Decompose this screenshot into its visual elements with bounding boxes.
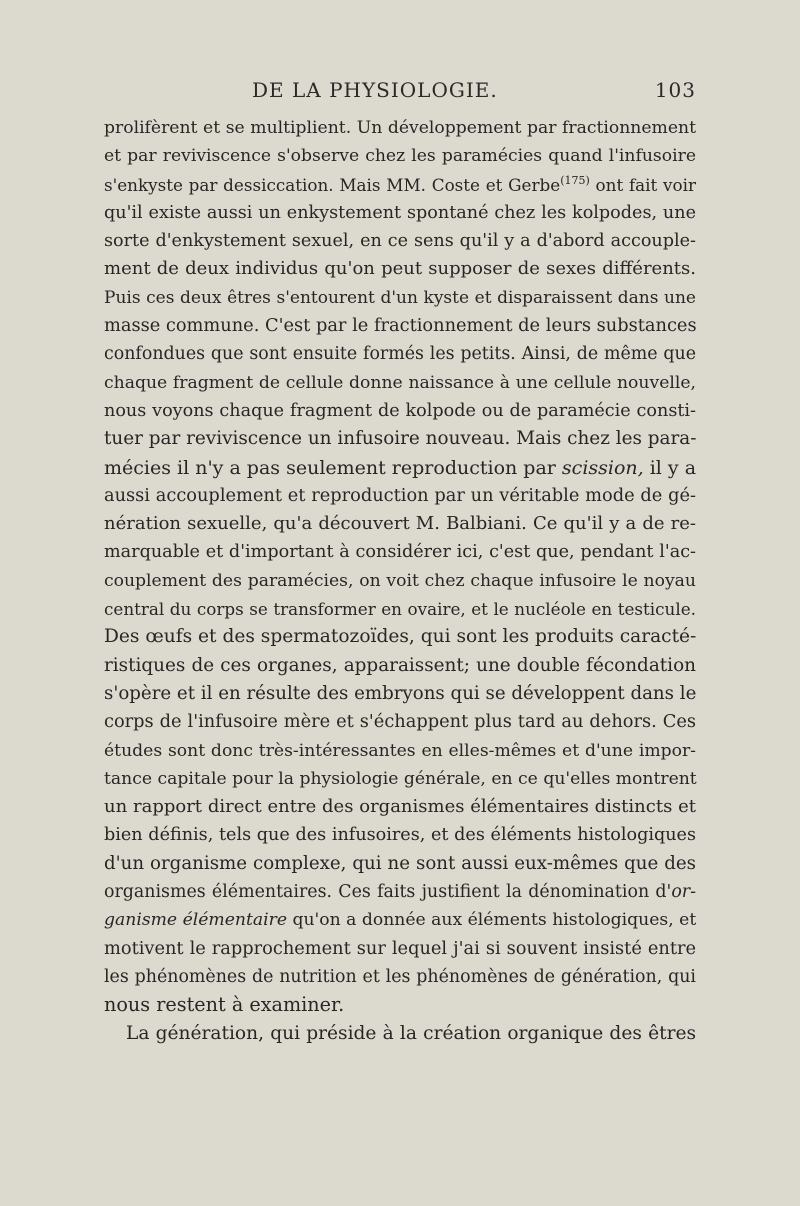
text-line (104, 878, 696, 906)
text-line (104, 906, 696, 934)
italic-term: ganisme élémentaire (104, 910, 287, 931)
text-line: prolifèrent et se multiplient. Un développement par fractionnement (104, 118, 696, 138)
text-line: sorte d'enkystement sexuel, en ce sens qu'il y a d'abord accouple- (104, 231, 696, 252)
text-line: tance capitale pour la physiologie générale, en ce qu'elles montrent (104, 768, 697, 789)
text-line: central du corps se transformer en ovaire, et le nucléole en testicule. (104, 599, 696, 620)
paragraph-first-line: La génération, qui préside à la création organique des êtres (126, 1022, 696, 1044)
page-number: 103 (654, 78, 696, 102)
italic-term: scission, (561, 456, 644, 479)
text-line: et par reviviscence s'observe chez les paramécies quand l'infusoire (104, 146, 696, 167)
text-line: marquable et d'important à considérer ici, c'est que, pendant l'ac- (104, 542, 696, 563)
text-line: couplement des paramécies, on voit chez chaque infusoire le noyau (104, 570, 696, 591)
text-line: confondues que sont ensuite formés les petits. Ainsi, de même que (104, 344, 696, 365)
text-line: les phénomènes de nutrition et les phénomènes de génération, qui (104, 966, 696, 987)
text-line: Des œufs et des spermatozoïdes, qui sont les produits caracté- (104, 626, 697, 648)
text-line: bien définis, tels que des infusoires, et des éléments histologiques (104, 825, 696, 846)
text-line: tuer par reviviscence un infusoire nouveau. Mais chez les para- (104, 428, 697, 450)
footnote-reference: (175) (560, 173, 590, 187)
text-line: s'opère et il en résulte des embryons qui se développent dans le (104, 682, 697, 704)
text-line (104, 454, 696, 482)
text-segment: s'enkyste par dessiccation. Mais MM. Coste et Gerbe (104, 174, 561, 195)
text-line: nous restent à examiner. (104, 993, 345, 1017)
text-line: un rapport direct entre des organismes élémentaires distincts et (104, 796, 696, 818)
text-line: ristiques de ces organes, apparaissent; une double fécondation (104, 654, 696, 676)
text-line: études sont donc très-intéressantes en elles-mêmes et d'une impor- (104, 740, 696, 761)
body-text (104, 114, 696, 1048)
text-segment: ont fait voir (589, 174, 696, 195)
text-line: Puis ces deux êtres s'entourent d'un kyste et disparaissent dans une (104, 287, 696, 308)
text-line (104, 171, 696, 199)
text-line: aussi accouplement et reproduction par un véritable mode de gé- (104, 484, 696, 506)
running-title: DE LA PHYSIOLOGIE. (252, 78, 498, 102)
text-line: corps de l'infusoire mère et s'échappent plus tard au dehors. Ces (104, 711, 696, 733)
italic-term: or- (671, 882, 696, 903)
text-line: qu'il existe aussi un enkystement spontané chez les kolpodes, une (104, 202, 696, 223)
text-segment: qu'on a donnée aux éléments histologiques, et (292, 910, 697, 931)
running-head (104, 78, 696, 104)
text-line: d'un organisme complexe, qui ne sont aussi eux-mêmes que des (104, 852, 696, 874)
text-line: masse commune. C'est par le fractionnement de leurs substances (104, 315, 697, 337)
text-line: chaque fragment de cellule donne naissance à une cellule nouvelle, (104, 372, 696, 393)
text-line: motivent le rapprochement sur lequel j'ai si souvent insisté entre (104, 937, 696, 959)
text-line: nous voyons chaque fragment de kolpode ou de paramécie consti- (104, 400, 696, 421)
text-segment: organismes élémentaires. Ces faits justifient la dénomination d' (104, 882, 672, 903)
text-segment: il y a (643, 456, 697, 479)
text-line: nération sexuelle, qu'a découvert M. Balbiani. Ce qu'il y a de re- (104, 513, 696, 535)
text-segment: mécies il n'y a pas seulement reproduction par (104, 456, 556, 479)
text-line: ment de deux individus qu'on peut supposer de sexes différents. (104, 258, 696, 280)
